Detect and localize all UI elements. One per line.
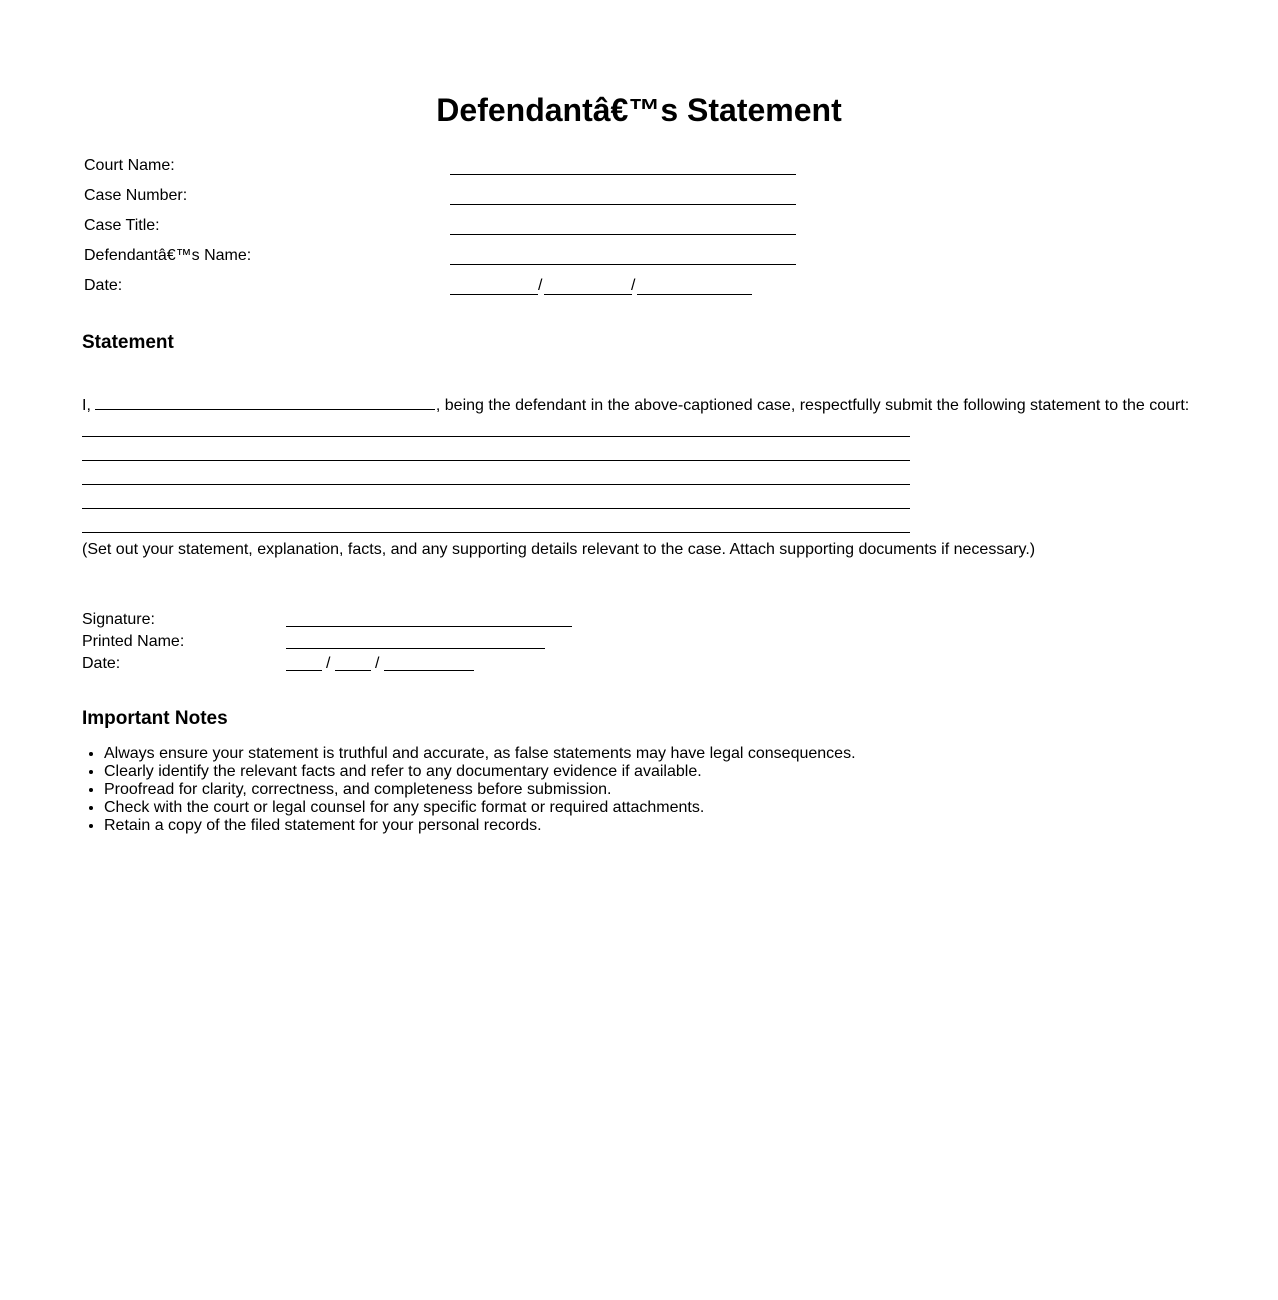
signature-date-separator: / <box>326 655 331 672</box>
case-number-row <box>84 184 884 208</box>
notes-list <box>82 745 1104 835</box>
page-title: Defendantâ€™s Statement <box>436 92 842 128</box>
signature-label: Signature: <box>82 611 155 628</box>
list-item: • Clearly identify the relevant facts and refer to any documentary evidence if available. <box>104 763 1104 781</box>
statement-line-field[interactable] <box>82 460 910 461</box>
statement-line-field[interactable] <box>82 508 910 509</box>
defendant-name-field[interactable] <box>450 264 796 265</box>
statement-intro <box>82 395 1262 416</box>
court-name-field[interactable] <box>450 174 796 175</box>
case-title-row <box>84 214 884 238</box>
court-name-row <box>84 154 884 178</box>
case-number-field[interactable] <box>450 204 796 205</box>
printed-name-field[interactable] <box>286 648 545 649</box>
printed-name-row <box>82 632 682 654</box>
statement-intro-suffix: , being the defendant in the above-captioned case, respectfully submit the following statement to the court: <box>435 397 1190 414</box>
printed-name-label: Printed Name: <box>82 633 185 650</box>
case-title-label: Case Title: <box>84 217 160 234</box>
defendant-name-label: Defendantâ€™s Name: <box>84 247 252 264</box>
signature-date-separator: / <box>375 655 380 672</box>
statement-intro-prefix: I, <box>82 397 91 414</box>
case-date-label: Date: <box>84 277 123 294</box>
statement-instructions: (Set out your statement, explanation, facts, and any supporting details relevant to the case. Attach supporting documents if necessary.) <box>82 541 1036 558</box>
list-item: • Retain a copy of the filed statement for your personal records. <box>104 817 1104 835</box>
court-name-label: Court Name: <box>84 157 175 174</box>
statement-line-field[interactable] <box>82 436 910 437</box>
case-date-separator: / <box>631 277 636 294</box>
case-date-row <box>84 274 884 298</box>
signature-date-row <box>82 654 682 676</box>
statement-heading: Statement <box>82 332 174 353</box>
declarant-name-field[interactable] <box>95 395 435 410</box>
case-date-year-field[interactable] <box>637 294 752 295</box>
signature-row <box>82 610 682 632</box>
case-date-day-field[interactable] <box>450 294 538 295</box>
signature-date-day-field[interactable] <box>286 670 322 671</box>
list-item: • Check with the court or legal counsel for any specific format or required attachments. <box>104 799 1104 817</box>
case-title-field[interactable] <box>450 234 796 235</box>
list-item: • Proofread for clarity, correctness, and completeness before submission. <box>104 781 1104 799</box>
statement-line-field[interactable] <box>82 532 910 533</box>
list-item: • Always ensure your statement is truthful and accurate, as false statements may have legal consequences. <box>104 745 1104 763</box>
signature-date-year-field[interactable] <box>384 670 474 671</box>
case-date-separator: / <box>538 277 543 294</box>
case-number-label: Case Number: <box>84 187 188 204</box>
case-date-month-field[interactable] <box>544 294 632 295</box>
notes-heading: Important Notes <box>82 708 228 729</box>
signature-date-month-field[interactable] <box>335 670 371 671</box>
signature-field[interactable] <box>286 626 572 627</box>
statement-line-field[interactable] <box>82 484 910 485</box>
defendant-name-row <box>84 244 884 268</box>
signature-date-label: Date: <box>82 655 121 672</box>
